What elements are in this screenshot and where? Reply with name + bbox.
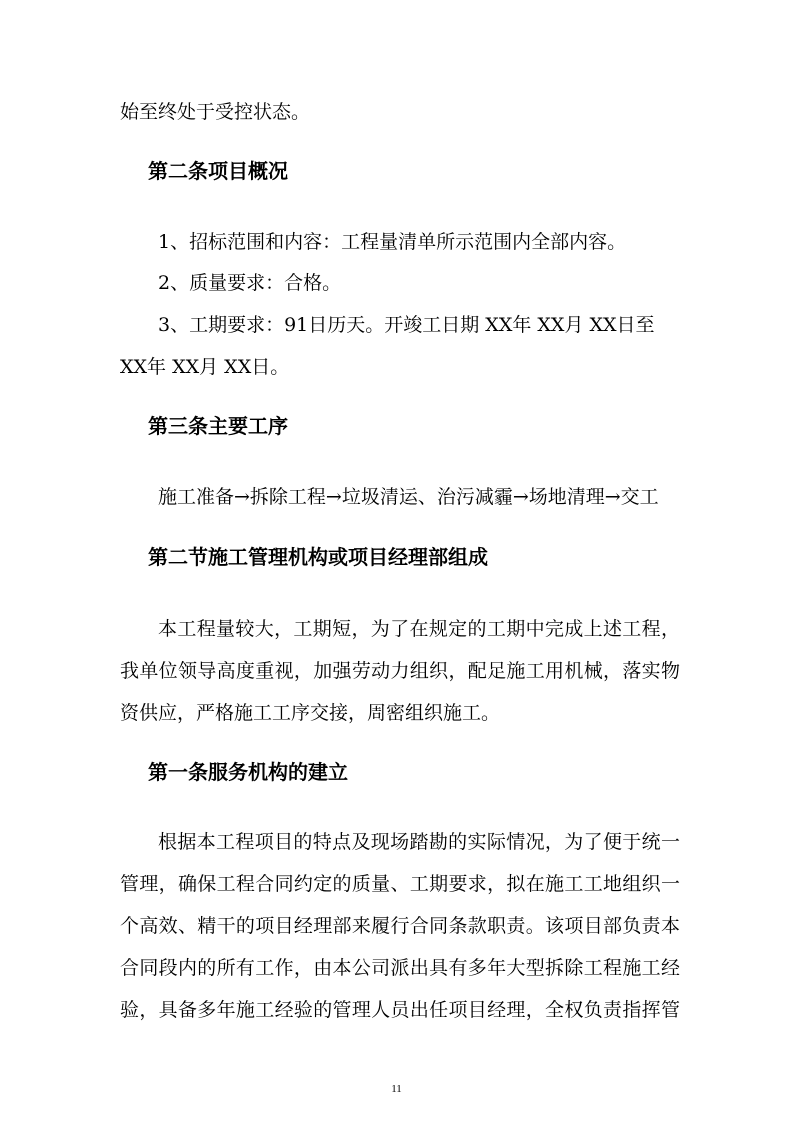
overview-item-3-line2: XX年 XX月 XX日。 [120,356,290,378]
paragraph-2-line-5: 验，具备多年施工经验的管理人员出任项目经理，全权负责指挥管 [120,999,680,1021]
overview-item-3-line1: 3、工期要求：91日历天。开竣工日期 XX年 XX月 XX日至 [158,314,655,336]
intro-tail-text: 始至终处于受控状态。 [120,101,311,123]
paragraph-1-line-3: 资供应，严格施工工序交接，周密组织施工。 [120,702,501,724]
heading-main-process: 第三条主要工序 [148,414,288,438]
heading-project-overview: 第二条项目概况 [148,159,288,183]
paragraph-1-line-1: 本工程量较大，工期短，为了在规定的工期中完成上述工程， [158,618,680,640]
paragraph-2-line-4: 合同段内的所有工作，由本公司派出具有多年大型拆除工程施工经 [120,957,680,979]
paragraph-2-line-2: 管理，确保工程合同约定的质量、工期要求，拟在施工工地组织一 [120,873,680,895]
process-flow-text: 施工准备→拆除工程→垃圾清运、治污减霾→场地清理→交工 [158,486,659,508]
overview-item-2: 2、质量要求：合格。 [158,272,342,294]
overview-item-1: 1、招标范围和内容：工程量清单所示范围内全部内容。 [158,231,627,253]
page-number: 11 [391,1083,402,1095]
heading-service-org: 第一条服务机构的建立 [148,760,348,784]
paragraph-1-line-2: 我单位领导高度重视，加强劳动力组织，配足施工用机械，落实物 [120,660,680,682]
paragraph-2-line-3: 个高效、精干的项目经理部来履行合同条款职责。该项目部负责本 [120,915,680,937]
paragraph-2-line-1: 根据本工程项目的特点及现场踏勘的实际情况，为了便于统一 [158,831,680,853]
heading-section-2: 第二节施工管理机构或项目经理部组成 [148,545,488,569]
